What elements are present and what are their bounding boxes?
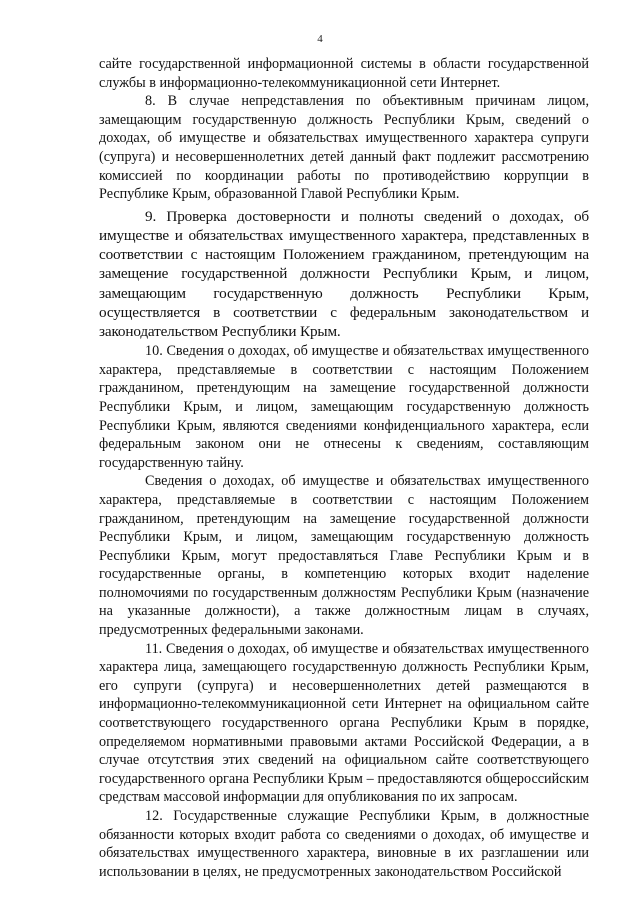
paragraph-11: 11. Сведения о доходах, об имуществе и обязательствах имущественного характера лица, замещающего государственную должность Республики Крым, его супруги (супруга) и несовершеннолетних детей размещаются в информационно-телекоммуникационной сети Интернет на официальном сайте соответствующего государственного органа Республики Крым в порядке, определяемом нормативными правовыми актами Российской Федерации, а в случае отсутствия этих сведений на официальном сайте соответствующего государственного органа Республики Крым – предоставляются общероссийским средствам массовой информации для опубликования по их запросам.: [99, 640, 589, 806]
paragraph-10: 10. Сведения о доходах, об имуществе и обязательствах имущественного характера, представляемые в соответствии с настоящим Положением гражданином, претендующим на замещение государственной должности Республики Крым, и лицом, замещающим государственную должность Республики Крым, являются сведениями конфиденциального характера, если федеральным законом они не отнесены к сведениям, составляющим государственную тайну.: [99, 343, 589, 471]
document-body: [99, 55, 589, 881]
paragraph-9: 9. Проверка достоверности и полноты сведений о доходах, об имуществе и обязательствах имущественного характера, представленных в соответствии с настоящим Положением гражданином, претендующим на замещение государственной должности Республики Крым, и лицом, замещающим государственную должность Республики Крым, осуществляется в соответствии с федеральным законодательством и законодательством Республики Крым.: [99, 207, 589, 340]
paragraph-continuation: сайте государственной информационной системы в области государственной службы в информационно-телекоммуникационной сети Интернет.: [99, 56, 589, 91]
paragraph-10-continued: Сведения о доходах, об имуществе и обязательствах имущественного характера, представляемые в соответствии с настоящим Положением гражданином, претендующим на замещение государственной должности Республики Крым, и лицом, замещающим государственную должность Республики Крым, могут предоставляться Главе Республики Крым и в государственные органы, в компетенцию которых входит наделение полномочиями по государственным должностям Республики Крым (назначение на указанные должности), а также должностным лицам в случаях, предусмотренных федеральными законами.: [99, 473, 589, 639]
paragraph-12: 12. Государственные служащие Республики Крым, в должностные обязанности которых входит работа со сведениями о доходах, об имуществе и обязательствах имущественного характера, виновные в их разглашении или использовании в целях, не предусмотренных законодательством Российской: [99, 808, 589, 880]
paragraph-8: 8. В случае непредставления по объективным причинам лицом, замещающим государственную должность Республики Крым, сведений о доходах, об имуществе и обязательствах имущественного характера супруги (супруга) и несовершеннолетних детей данный факт подлежит рассмотрению комиссией по координации работы по противодействию коррупции в Республике Крым, образованной Главой Республики Крым.: [99, 93, 589, 203]
page-number: 4: [317, 33, 323, 45]
